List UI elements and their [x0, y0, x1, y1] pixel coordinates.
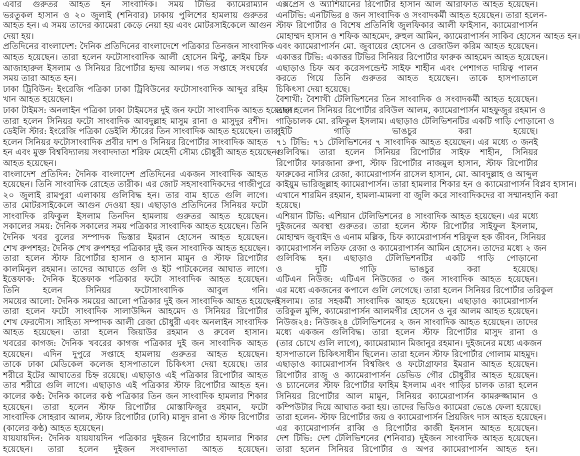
- text-line: খান আহত হয়েছেন।: [3, 95, 73, 106]
- text-line: দুইটি গাড়ি ভাঙচুর করা হয়েছে।: [276, 127, 538, 138]
- text-line: প্রতিদিনের বাংলাদেশ: দৈনিক প্রতিদিনের বাংলাদেশে পত্রিকার তিনজন সাংবাদিক: [3, 42, 274, 53]
- text-line: তিনি হলেন সিনিয়র ফটোসাংবাদিক আবুল গনি।: [3, 286, 268, 297]
- text-line: শেখ রুপশহর: দৈনিক শেখ রুপশহর পত্রিকার দুই জন সাংবাদিক আহত হয়েছেন।: [3, 243, 270, 254]
- text-line: সময় তারা আহত হন।: [3, 74, 77, 85]
- text-line: গুলিবিদ্ধ। তারা হলেন সিনিয়র রিপোর্টার সাইফ শাহীন, সিনিয়র: [276, 148, 538, 159]
- text-line: ডেইলি স্টার: ইংরেজি পত্রিকা ডেইলি স্টারের তিন সাংবাদিক আহত হয়েছেন। তারা: [3, 127, 281, 138]
- article-column-right: [276, 0, 580, 455]
- text-line: তারা হলেন সিনিয়র রিপোর্টার রবিউল আলম, ক্যামেরাপার্সন মাহফুজুর রহমান ও: [276, 105, 546, 116]
- text-line: কালের কণ্ঠ: দৈনিক কালের কণ্ঠ পত্রিকার তিন জন সাংবাদিক হামলার শিকার: [3, 391, 268, 402]
- text-line: খবরের কাগজ: দৈনিক খবরের কাগজ পত্রিকার দুই জন সাংবাদিক আহত: [3, 339, 268, 349]
- text-line: গাড়িচালক মো. রফিকুল ইসলাম। এছাড়াও টেলিভিশনটির একটি গাড়ি পোড়ানো ও: [276, 116, 555, 127]
- text-line: ক্যামেরাপার্সন লতিফ রেজা ও ক্যামেরাপার্সন আমিন হোসেন। তাদের মধ্যে ২ জন: [276, 243, 547, 254]
- text-line: দেশ টিভি: দেশ টেলিভিশনের (শনিবার) দুইজন সাংবাদিক আহত হয়েছেন।: [276, 434, 538, 445]
- text-line: এশিয়ান টিভি: এশিয়ান টেলিভিশনের ৪ সাংবাদিক আহত হয়েছেন। এর মধ্যে: [276, 211, 538, 222]
- text-line: করতে গিয়ে তিনি গুরুতর আহত হয়েছেন। তাকে হাসপাতালে: [276, 74, 538, 85]
- text-line: তারা হলেন সিনিয়র ফটো সাংবাদিক আবদুল্লাহ মাসুম রানা ও মাসুদুর রশীদ।: [3, 116, 268, 127]
- text-line: এখানে শারমিন রহমান, হামলা-মামলা বা জুলি করে সাংবাদিকদের বা সম্মানহানি করা: [276, 190, 558, 201]
- text-line: সময়ের আলো: দৈনিক সময়ের আলো পত্রিকার দুই জন সাংবাদিক আহত হয়েছেন।: [3, 296, 280, 307]
- text-line: নিউজ২৪: নিউজ২৪ টেলিভিশনের ২ জন সাংবাদিক আহত হয়েছেন। তাদের: [276, 317, 538, 328]
- text-line: হয়েছেন। এদিন দুপুরে সপ্তাহে হামলায় গুরুতর আহত হয়েছেন।: [3, 349, 268, 360]
- text-line: আহত হন। এ সময় তাদের ক্যামেরা কেড়ে নেয়া হয় এবং মোটরসাইকেলে আগুন: [3, 21, 272, 32]
- text-line: ঢাকা টাইমস: অনলাইন পত্রিকা ঢাকা টাইমসের দুই জন ফটো সাংবাদিক আহত হয়েছেন।: [3, 105, 296, 116]
- text-line: রিপোর্টার রাজু ও ক্যামেরাপার্সন ডেভিড গৌর চৌধুরীর আহত হয়েছেন।: [276, 370, 538, 381]
- text-line: ইসলাম। তার সহকর্মী সাংবাদিক আহত হয়েছেন। এছাড়াও ক্যামেরাপার্সন: [276, 296, 538, 307]
- text-line: বৈশাখী: বৈশাখী টেলিভিশনের তিন সাংবাদিক ও সংবাদকর্মী আহত হয়েছেন।: [276, 95, 538, 106]
- text-line: সাংবাদিক রফিকুল ইসলাম তিনদিন হামলায় গুরুতর আহত হয়েছেন।: [3, 211, 268, 222]
- text-line: গুলিবিদ্ধ হন। এছাড়াও টেলিভিশনটির একটি গাড়ি পোড়ানো: [276, 254, 538, 265]
- text-line: তার শরীরে গুলি লাগে। এছাড়াও এই পত্রিকার স্টাফ রিপোর্টার আহত হন।: [3, 381, 268, 392]
- text-line: এবং ক্যামেরাপার্সন মো. জুবায়ের হোসেন ও রেজাউল করিম আহত হয়েছেন।: [276, 42, 538, 53]
- text-line: একাত্তর টিভি: একাত্তর টিভির সিনিয়র রিপোর্টার ফারুক আহমেদ আহত হয়েছেন।: [276, 52, 548, 63]
- text-line: ঢাকা ট্রিবিউন: ইংরেজি পত্রিকা ঢাকা ট্রিবিউনের ফটোসাংবাদিক আব্দুর রহিম: [3, 84, 268, 95]
- text-line: তারা হলেন সিনিয়র রিপোর্টার ও অপর ক্যামেরাপার্সন আহত হন।: [276, 444, 538, 455]
- text-line: মোহাম্মদ জুবাইদ ও এনাম মল্লিক, চিফ ক্যামেরাপার্সন শরিফুল হক জীবন, সিনিয়র: [276, 233, 546, 244]
- text-line: বাংলাদেশ প্রতিদিন: দৈনিক বাংলাদেশ প্রতিদিনের একজন সাংবাদিক আহত: [3, 169, 268, 180]
- text-line: স্টাফ রিপোর্টার ও বিশেষ প্রতিনিধি জুলফিকার আলী ফাইসান, ক্যামেরাপার্সন: [276, 21, 538, 32]
- text-line: শেখ ফেরদৌস। সাহিত্য সম্পাদক আলী রেজা চৌধুরী এবং অনলাইন সাংবাদিক: [3, 317, 268, 328]
- text-line: সকালের সময়: দৈনিক সকালের সময় পত্রিকার সাংবাদিক আহত হয়েছেন। তিনি: [3, 222, 268, 233]
- text-line: দৈনিক খবর বুলের সম্পাদক ভিস্তার ইমরান হোসেন আহত হয়েছেন।: [3, 233, 268, 244]
- text-line: এনটিভি: এনটিভির ৪ জন সাংবাদিক ও সংবাদকর্মী আহত হয়েছেন। তারা হলেন-: [276, 10, 547, 21]
- article-column-left: [3, 0, 296, 455]
- text-line: কম্পিউটার দিয়ে আঘাত করা হয়। তাদের ভিডিও ক্যামেরা ভেঙে ফেলা হয়েছে।: [276, 402, 542, 413]
- text-line: তারা হলেন- স্টাফ রিপোর্টার জয় ও ক্যামেরাপার্সন প্রিয়জিৎ দাস আহত হয়েছেন।: [276, 413, 547, 424]
- text-line: কাইয়ুম ভারিজুল্লাহ ক্যামেরাপার্সন। তারা হামলার শিকার হন ও ক্যামেরাপার্সন বিপ্লব হাসান।: [276, 180, 577, 191]
- text-line: ও দুটি গাড়ি ভাঙচুর করা হয়েছে।: [276, 264, 538, 275]
- text-line: কালমিনুল রহমান। তাদের আঘাতে গুলি ও ইট পাটকেলের আঘাত লাগে।: [3, 264, 268, 275]
- text-line: হয়েছেন। তারা হলেন দুইজন সংবাদদাতা আহত হয়েছেন।: [3, 444, 268, 455]
- text-line: ইত্তেফাক: দৈনিক ইত্তেফাক পত্রিকার ফটো সাংবাদিক আহত হয়েছেন।: [3, 275, 268, 286]
- text-line: (তার চোখে গুলি লাগে), ক্যামেরাম্যান মিজানুর রহমান। দুইজনের মধ্যে একজন: [276, 339, 543, 349]
- text-line: চিকিৎসা দেয়া হয়েছে।: [276, 84, 351, 95]
- text-line: আহত হয়েছেন।: [3, 158, 57, 169]
- text-line: এক্সপ্রেস ও অ্যাশিয়ানের রিপোর্টার হাসান আল আরাফাত আহত হয়েছেন।: [276, 0, 538, 10]
- text-line: সিনিয়র রিপোর্টার আল মামুন, সিনিয়র ক্যামেরাপার্সন কামরুজ্জামান ও: [276, 391, 538, 402]
- text-line: রিপোর্টার ফারজানা রুপা, স্টাফ রিপোর্টার নাজমুল হাসান, স্টাফ রিপোর্টার: [276, 158, 538, 169]
- text-line: হাসপাতালে চিকিৎসাধীন ছিলেন। তারা হলেন স্টাফ রিপোর্টার গোলাম মাহমুদ।: [276, 349, 538, 360]
- text-line: মোহাম্মদ হাসান ও শফিক আহমেদ, রুহুল আমিন, ক্যামেরাপার্সন সাকিব হোসেন আহত হন।: [276, 31, 580, 42]
- text-line: এর ক্যামেরাপার্সন রাব্বি ও রিপোর্টার কাজী ইনসান আহত হয়েছেন।: [276, 423, 538, 434]
- text-line: হয়েছেন। তারা হলেন স্টাফ রিপোর্টার মোস্তাফিজুর রহমান, ফটো: [3, 402, 268, 413]
- text-line: দুইজনের অবস্থা গুরুতর। তারা হলেন স্টাফ রিপোর্টার সাইফুল ইসলাম,: [276, 222, 538, 233]
- text-line: ২০ জুলাই রামপুরা এলাকায় গুলিবিদ্ধ হন। তার বাম হাতে গুলি লাগে।: [3, 190, 268, 201]
- text-line: মধ্যে একজন গুলিবিদ্ধ। তারা হলেন স্টাফ রিপোর্টার মাসুদ রানা ও: [276, 328, 538, 339]
- text-line: এছাড়াও ক্যামেরাপার্সন বিশ্বজিৎ ও ফটোগ্রাফার ইমরান আহত হয়েছেন।: [276, 360, 538, 371]
- text-line: ভরতুকল হাসান ও ২০ জুলাই (শনিবার) ঢাকায় পুলিশের হামলায় গুরুতর: [3, 10, 268, 21]
- text-line: হয়েছেন। তিনি সাংবাদিক রোহেত তারীক। এর জোট সহসাংবাদিকদের গাজীপুরে: [3, 180, 271, 191]
- text-line: তারা হলেন ফটো সাংবাদিক সালাউদ্দিন আহমেদ ও সিনিয়র রিপোর্টার: [3, 307, 268, 318]
- text-line: এছাড়াও চিফ অব করেসপন্ডেন্ট সাইফ শাহীন এবং পেশাগত দায়িত্ব পালন: [276, 63, 538, 74]
- text-line: এর মধ্যে একজনের কপালে গুলি লেগেছে। তারা হলেন সিনিয়র রিপোর্টার তরিকুল: [276, 286, 554, 297]
- text-line: (কালের কণ্ঠ) আহত হয়েছেন।: [3, 423, 104, 434]
- text-line: ও চ্যানেলের স্টাফ রিপোর্টার ফাহিম ইসলাম এবং গাড়ির চালক তারা হলেন: [276, 381, 538, 392]
- text-line: শরীরে ইটের আঘাতের চিহ্ন রয়েছে। এছাড়াও এই পত্রিকার রিপোর্টার আহত: [3, 370, 268, 381]
- text-line: আহত হয়েছেন। তারা হলেন ফটোসাংবাদিক আলী হোসেন মিন্টু, ক্রাইম চিফ: [3, 52, 268, 63]
- text-line: তার মোটরসাইকেলে আগুন দেওয়া হয়। এছাড়াও প্রতিদিনের সিনিয়র ফটো: [3, 201, 268, 212]
- text-line: হলেন সিনিয়র ফটোসাংবাদিক প্রবীর দাশ ও সিনিয়র রিপোর্টার সাংবাদিক আহত: [3, 137, 268, 148]
- text-line: এটিএন নিউজ: এটিএন নিউজের ৩ জন সাংবাদিক আহত হয়েছেন।: [276, 275, 538, 286]
- text-line: যায়যায়দিন: দৈনিক যায়যায়দিন পত্রিকার দুইজন রিপোর্টার হামলার শিকার: [3, 434, 268, 445]
- text-line: আজাহারুল ইসলাম ও সিনিয়র রিপোর্টার হৃদয় আলম। গত সপ্তাহে সংঘর্ষের: [3, 63, 268, 74]
- text-line: তারা হলেন স্টাফ রিপোর্টার হাসান ও হাসান মামুন ও স্টাফ রিপোর্টার: [3, 254, 268, 265]
- text-line: আহত হয়েছেন। তারা হলেন জিয়াউর রহমান ও রুবেল হাসান।: [3, 328, 268, 339]
- text-line: তরিকুল মুন্সি, ক্যামেরাপার্সন আলমগীর হোসেন ও নুর আলম আহত হয়েছেন।: [276, 307, 538, 318]
- text-line: সাংবাদিক সোহরাব আলম, স্টাফ রিপোর্টার (ঢাবি) মাসুদ রানা ও স্টাফ রিপোর্টার: [3, 413, 270, 424]
- text-line: এবার গুরুতর আহত হন সাংবাদিক। সময় টিভির ক্যামেরাম্যান: [3, 0, 268, 10]
- text-line: দেয়া হয়।: [3, 31, 34, 42]
- text-line: তাকে ঢাকা মেডিকেল কলেজ হাসপাতালে চিকিৎসা দেয়া হয়েছে। তার: [3, 360, 268, 371]
- text-line: ৭১ টিভি: ৭১ টেলিভিশনের ৭ সাংবাদিক আহত হয়েছেন। এর মধ্যে ৩ জনই: [276, 137, 538, 148]
- text-line: ফারুকের নাসির রেজা, ক্যামেরাপার্সন রাসেল হাসান, মো. আবদুল্লাহ ও আব্দুল: [276, 169, 538, 180]
- text-line: হন এবং মুক্ত বিশ্ববিদ্যালয় সংবাদদাতা শরিফ মেহেদী সৌম্য চৌধুরী আহত হয়েছেন।: [3, 148, 280, 159]
- text-line: হয়েছে।: [276, 201, 301, 212]
